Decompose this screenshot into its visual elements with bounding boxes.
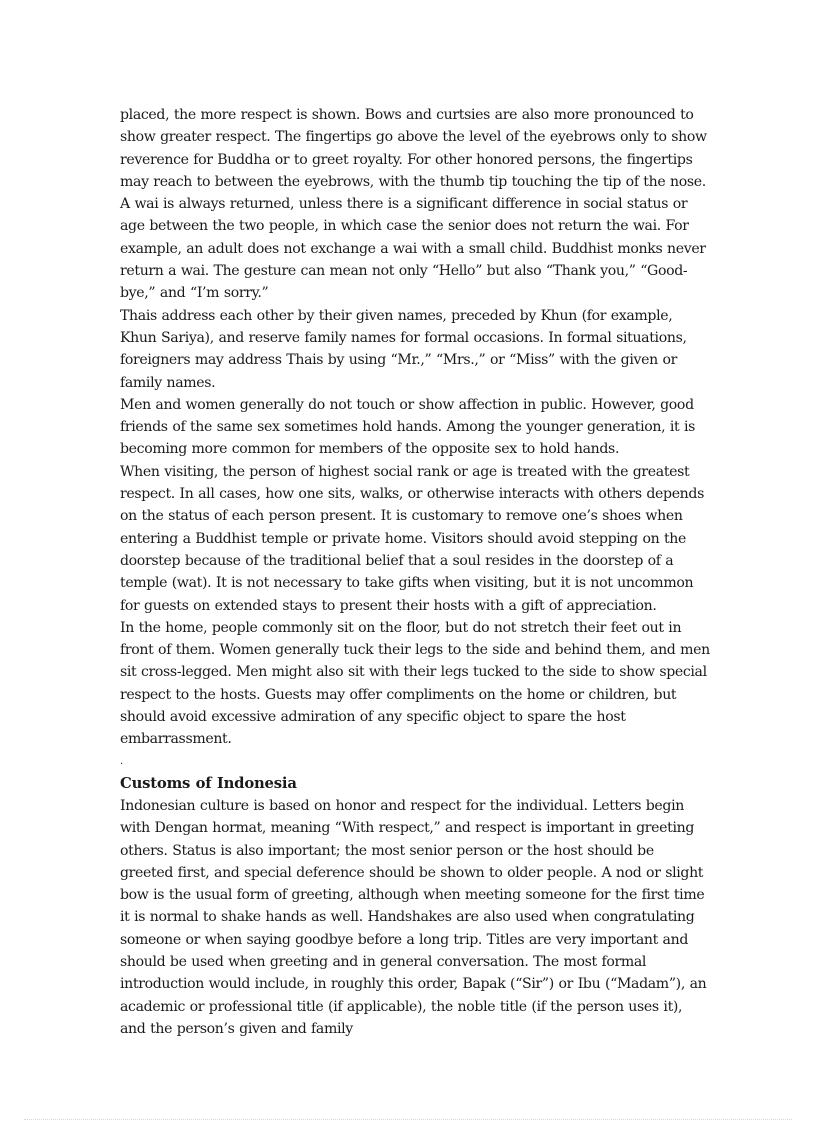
paragraph-wai-gesture: placed, the more respect is shown. Bows and curtsies are also more pronounced to show greater respect. The fingertips go above the level of the eyebrows only to show reverence for Buddha or to greet royalty. For other honored persons, the fingertips may reach to between the eyebrows, with the thumb tip touching the tip of the nose. A wai is always returned, unless there is a significant difference in social status or age between the two people, in which case the senior does not return the wai. For example, an adult does not exchange a wai with a small child. Buddhist monks never return a wai. The gesture can mean not only “Hello” but also “Thank you,” “Good-bye,” and “I’m sorry.” [120,107,707,302]
page-bottom-divider [24,1119,792,1120]
paragraph-visiting: When visiting, the person of highest social rank or age is treated with the greatest respect. In all cases, how one sits, walks, or otherwise interacts with others depends on the status of each person present. It is customary to remove one’s shoes when entering a Buddhist temple or private home. Visitors should avoid stepping on the doorstep because of the traditional belief that a soul resides in the doorstep of a temple (wat). It is not necessary to take gifts when visiting, but it is not uncommon for guests on extended stays to present their hosts with a gift of appreciation. [120,463,704,614]
paragraph-thai-names: Thais address each other by their given names, preceded by Khun (for example, Khun Sariya), and reserve family names for formal occasions. In formal situations, foreigners may address Thais by using “Mr.,” “Mrs.,” or “Miss” with the given or family names. [120,307,687,391]
document-body [120,104,710,1040]
paragraph-public-affection: Men and women generally do not touch or show affection in public. However, good friends of the same sex sometimes hold hands. Among the younger generation, it is becoming more common for members of the opposite sex to hold hands. [120,396,696,458]
paragraph-in-the-home: In the home, people commonly sit on the floor, but do not stretch their feet out in front of them. Women generally tuck their legs to the side and behind them, and men sit cross-legged. Men might also sit with their legs tucked to the side to show special respect to the hosts. Guests may offer compliments on the home or children, but should avoid excessive admiration of any specific object to spare the host embarrassment. [120,619,710,748]
paragraph-indonesian-culture: Indonesian culture is based on honor and respect for the individual. Letters begin with Dengan hormat, meaning “With respect,” and respect is important in greeting others. Status is also important; the most senior person or the host should be greeted first, and special deference should be shown to older people. A nod or slight bow is the usual form of greeting, although when meeting someone for the first time it is normal to shake hands as well. Handshakes are also used when congratulating someone or when saying goodbye before a long trip. Titles are very important and should be used when greeting and in general conversation. The most formal introduction would include, in roughly this order, Bapak (“Sir”) or Ibu (“Madam”), an academic or professional title (if applicable), the noble title (if the person uses it), and the person’s given and family [120,797,707,1037]
separator-mark: . [120,755,123,767]
section-heading-indonesia: Customs of Indonesia [120,774,297,792]
